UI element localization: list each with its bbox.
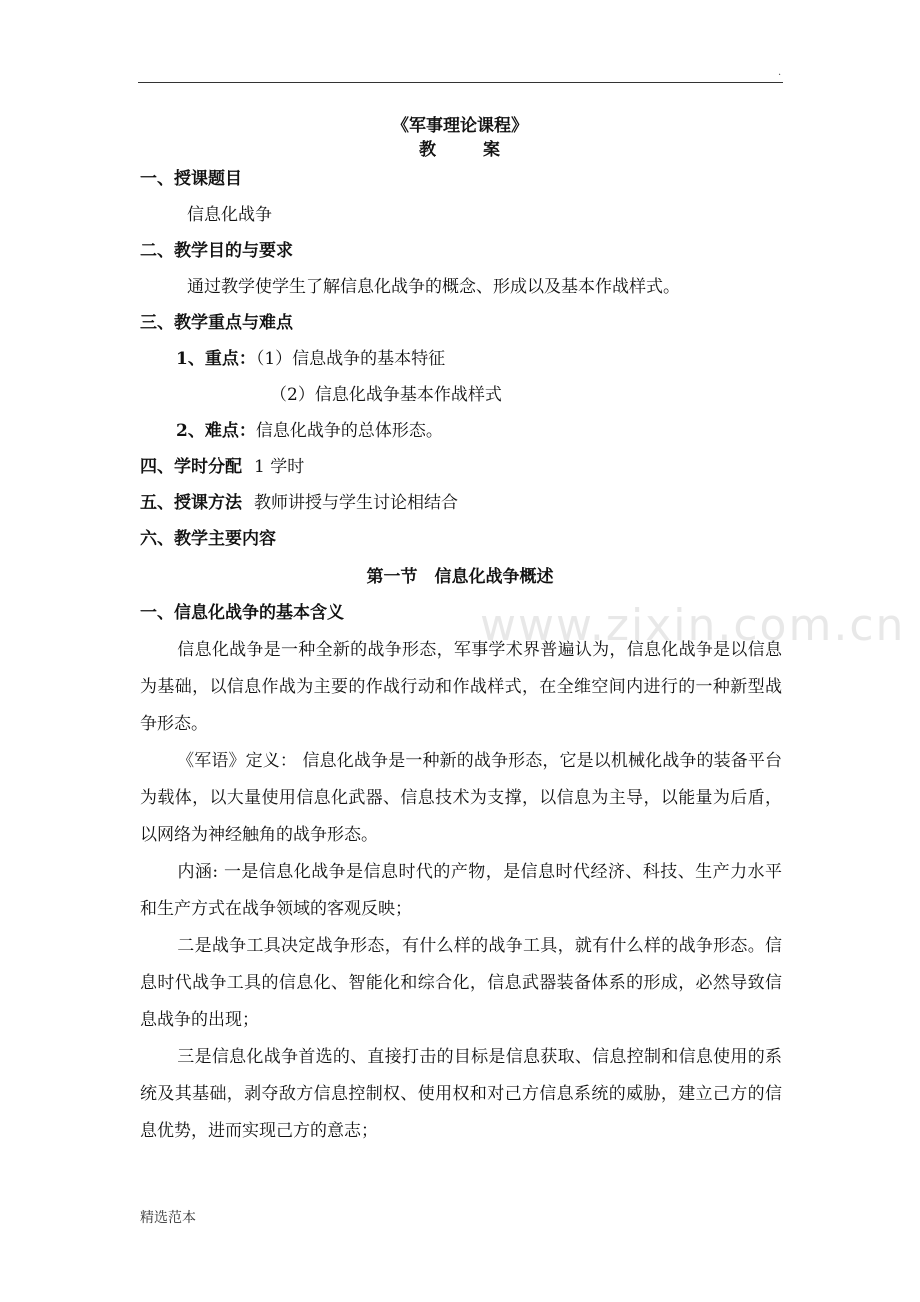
section-heading-2: 二、教学目的与要求 <box>140 241 293 261</box>
paragraph-4 <box>140 928 782 1039</box>
header-mark: · <box>778 70 782 81</box>
section-body-1: 信息化战争 <box>187 205 272 225</box>
paragraph-2 <box>140 743 782 854</box>
key-point-2: （2）信息化战争基本作战样式 <box>270 385 502 405</box>
section-heading-5: 五、授课方法 <box>140 493 242 513</box>
key-points-label: 1、重点： <box>176 349 256 369</box>
difficulty-label: 2、难点： <box>176 421 256 441</box>
paragraph-3-text: 内涵: 一是信息化战争是信息时代的产物，是信息时代经济、科技、生产力水平和生产方式在战争领域的客观反映； <box>140 862 782 919</box>
chapter-title: 第一节 信息化战争概述 <box>366 567 554 587</box>
paragraph-2-text: 《军语》定义： 信息化战争是一种新的战争形态，它是以机械化战争的装备平台为载体，以大量使用信息化武器、信息技术为支撑，以信息为主导，以能量为后盾，以网络为神经触角的战争形态。 <box>140 751 782 845</box>
subsection-heading: 一、信息化战争的基本含义 <box>140 603 344 623</box>
key-points-line-1 <box>176 348 445 370</box>
difficulty-line <box>176 420 443 442</box>
difficulty-text: 信息化战争的总体形态。 <box>255 421 443 441</box>
section-body-5: 教师讲授与学生讨论相结合 <box>254 493 458 513</box>
paragraph-1-text: 信息化战争是一种全新的战争形态，军事学术界普遍认为，信息化战争是以信息为基础，以信息作战为主要的作战行动和作战样式，在全维空间内进行的一种新型战争形态。 <box>140 640 782 734</box>
header-rule <box>138 82 783 83</box>
section-heading-3: 三、教学重点与难点 <box>140 313 293 333</box>
paragraph-4-text: 二是战争工具决定战争形态，有什么样的战争工具，就有什么样的战争形态。信息时代战争工具的信息化、智能化和综合化，信息武器装备体系的形成，必然导致信息战争的出现； <box>140 936 782 1030</box>
paragraph-5 <box>140 1039 782 1150</box>
section-heading-4: 四、学时分配 <box>140 457 242 477</box>
doc-subtitle <box>0 139 920 161</box>
section-body-4: 1 学时 <box>254 457 305 477</box>
paragraph-1 <box>140 632 782 743</box>
section-heading-6: 六、教学主要内容 <box>140 529 276 549</box>
footer-label: 精选范本 <box>140 1210 196 1226</box>
doc-title: 《军事理论课程》 <box>392 116 528 136</box>
section-4 <box>140 456 304 478</box>
section-heading-1: 一、授课题目 <box>140 169 242 189</box>
subtitle-char-1: 教 <box>419 140 437 160</box>
section-5 <box>140 492 458 514</box>
key-point-1: （1）信息战争的基本特征 <box>255 349 446 369</box>
section-body-2: 通过教学使学生了解信息化战争的概念、形成以及基本作战样式。 <box>187 277 680 297</box>
paragraph-5-text: 三是信息化战争首选的、直接打击的目标是信息获取、信息控制和信息使用的系统及其基础，剥夺敌方信息控制权、使用权和对己方信息系统的威胁，建立己方的信息优势，进而实现己方的意志； <box>140 1047 782 1141</box>
subtitle-char-2: 案 <box>483 140 501 160</box>
watermark: www.zixin.com.cn <box>480 600 906 651</box>
paragraph-3 <box>140 854 782 928</box>
